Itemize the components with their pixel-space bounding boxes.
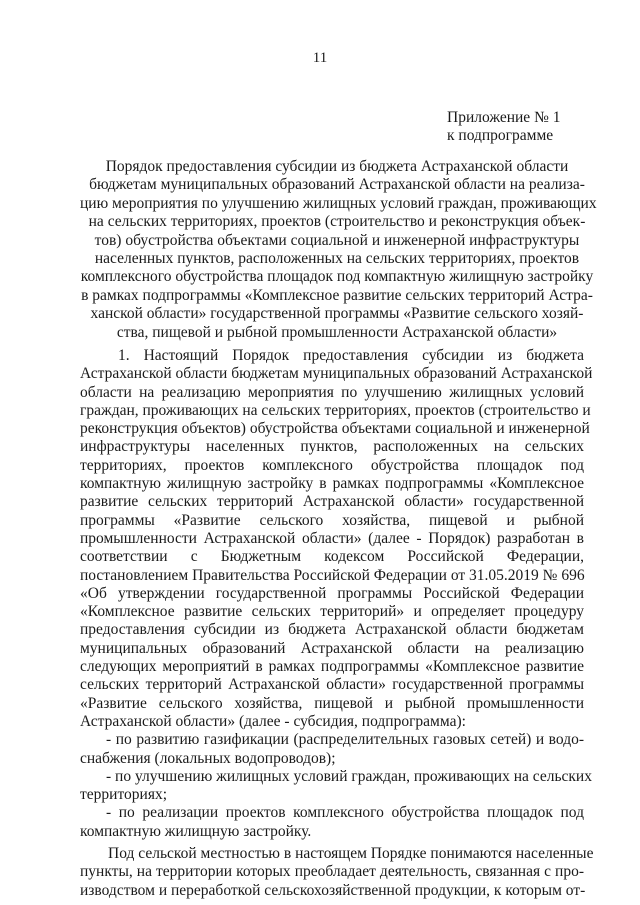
text-line: Астраханской области бюджетам муниципальных образований Астраханской	[80, 365, 593, 383]
text-line: следующих мероприятий в рамках подпрограммы «Комплексное развитие	[80, 658, 584, 676]
text-line: снабжения (локальных водопроводов);	[80, 749, 336, 767]
title-line: тов) обустройства объектами социальной и инженерной инфраструктуры	[94, 231, 580, 249]
appendix-header	[447, 109, 560, 145]
text-line: пункты, на территории которых преобладает деятельность, связанная с про-	[80, 863, 584, 881]
paragraph-2	[80, 845, 594, 900]
text-line: «Об утверждении государственной программы Российской Федерации	[80, 584, 584, 602]
appendix-line: к подпрограмме	[447, 127, 554, 144]
text-line: муниципальных образований Астраханской области на реализацию	[80, 639, 584, 657]
text-line: области на реализацию мероприятия по улучшению жилищных условий	[80, 383, 584, 401]
text-line: Астраханской области» (далее - субсидия, подпрограмма):	[80, 712, 466, 730]
list-item	[80, 804, 584, 841]
title-line: бюджетам муниципальных образований Астраханской области на реализа-	[89, 176, 585, 194]
appendix-line: Приложение № 1	[447, 109, 561, 126]
paragraph-1	[80, 347, 593, 731]
text-line: граждан, проживающих на сельских территориях, проектов (строительство и	[80, 401, 591, 419]
text-line: постановлением Правительства Российской Федерации от 31.05.2019 № 696	[80, 566, 585, 584]
title-line: комплексного обустройства площадок под компактную жилищную застройку	[80, 268, 594, 286]
text-line: предоставления субсидии из бюджета Астраханской области бюджетам	[80, 621, 584, 639]
text-line: Под сельской местностью в настоящем Порядке понимаются населенные	[108, 845, 594, 863]
list-item	[80, 767, 592, 805]
title-line: Порядок предоставления субсидии из бюджета Астраханской области	[105, 158, 569, 175]
text-line: - по развитию газификации (распределительных газовых сетей) и водо-	[106, 731, 584, 749]
text-line: промышленности Астраханской области» (далее - Порядок) разработан в	[80, 529, 584, 547]
text-line: инфраструктуры населенных пунктов, расположенных на сельских	[80, 438, 584, 456]
title-line: цию мероприятия по улучшению жилищных условий граждан, проживающих	[80, 194, 597, 212]
title-line: в рамках подпрограммы «Комплексное развитие сельских территорий Астра-	[81, 286, 593, 304]
text-line: «Комплексное развитие сельских территорий» и определяет процедуру	[80, 603, 584, 621]
title-line: на сельских территориях, проектов (строительство и реконструкция объек-	[88, 213, 586, 231]
text-line: - по улучшению жилищных условий граждан, проживающих на сельских	[106, 767, 592, 785]
document-title	[80, 158, 597, 342]
text-line: соответствии с Бюджетным кодексом Российской Федерации,	[80, 548, 584, 566]
text-line: развитие сельских территорий Астраханской области» государственной	[80, 493, 584, 511]
text-line: 1. Настоящий Порядок предоставления субсидии из бюджета	[118, 347, 584, 364]
title-line: ханской области» государственной программы «Развитие сельского хозяй-	[90, 305, 584, 323]
text-line: - по реализации проектов комплексного обустройства площадок под	[106, 804, 584, 822]
text-line: компактную жилищную застройку в рамках подпрограммы «Комплексное	[80, 475, 584, 493]
text-line: реконструкция объектов) обустройства объектами социальной и инженерной	[80, 420, 590, 438]
text-line: программы «Развитие сельского хозяйства, пищевой и рыбной	[80, 511, 584, 529]
text-line: территориях, проектов комплексного обустройства площадок под	[80, 456, 584, 474]
text-line: компактную жилищную застройку.	[80, 822, 312, 840]
title-line: населенных пунктов, расположенных на сельских территориях, проектов	[94, 250, 580, 268]
page-number: 11	[312, 50, 328, 66]
text-line: сельских территорий Астраханской области» государственной программы	[80, 676, 584, 694]
title-line: ства, пищевой и рыбной промышленности Астраханской области»	[116, 323, 558, 341]
text-line: изводством и переработкой сельскохозяйственной продукции, к которым от-	[80, 881, 586, 899]
document-body	[80, 347, 594, 900]
list-item	[80, 731, 584, 768]
text-line: «Развитие сельского хозяйства, пищевой и рыбной промышленности	[80, 694, 584, 712]
text-line: территориях;	[80, 786, 167, 804]
